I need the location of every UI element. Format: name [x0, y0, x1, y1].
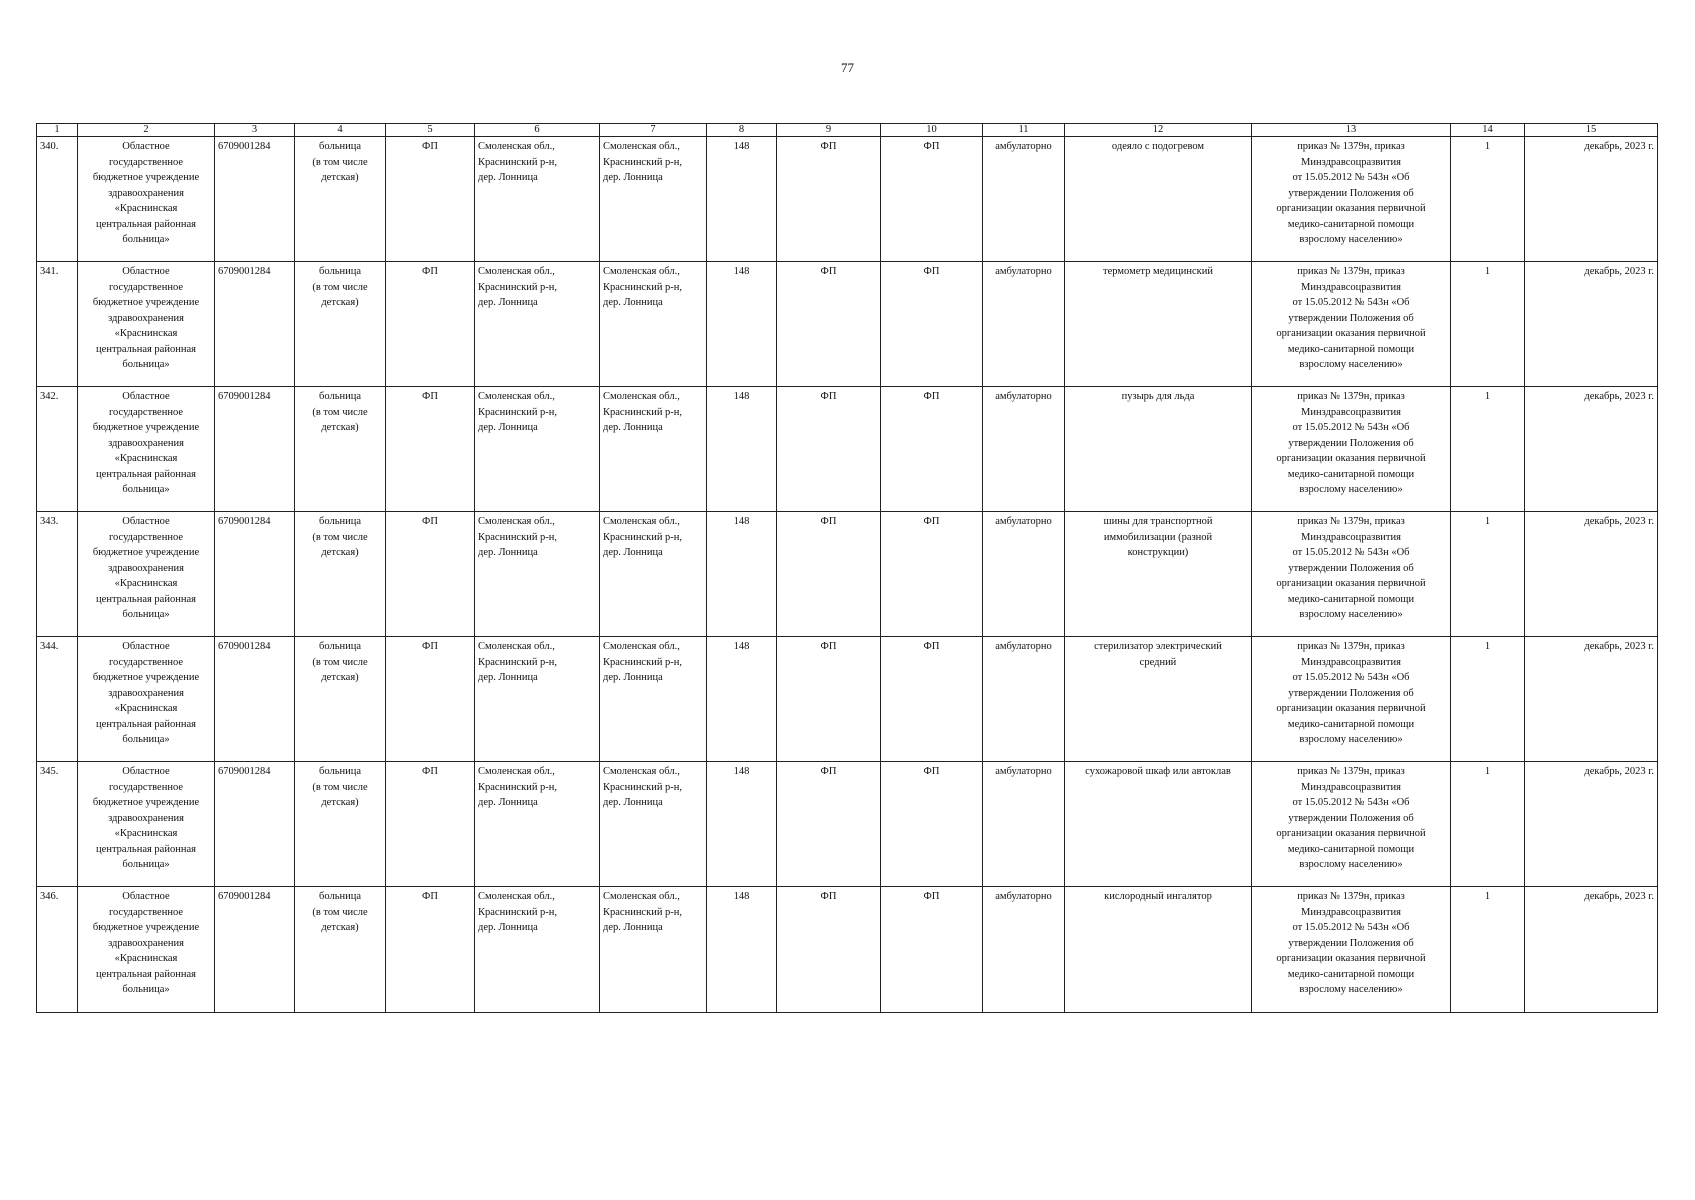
- facility-type-cell: больница (в том числе детская): [295, 512, 386, 637]
- quantity-cell: 1: [1451, 637, 1525, 762]
- facility-type-cell: больница (в том числе детская): [295, 137, 386, 262]
- facility-type-cell: больница (в том числе детская): [295, 262, 386, 387]
- unit-cell: ФП: [386, 262, 475, 387]
- column-header-14: 14: [1451, 124, 1525, 137]
- inn-cell: 6709001284: [215, 512, 295, 637]
- quantity-cell: 1: [1451, 137, 1525, 262]
- department-cell: ФП: [881, 637, 983, 762]
- column-header-3: 3: [215, 124, 295, 137]
- column-header-1: 1: [37, 124, 78, 137]
- unit-cell: ФП: [386, 512, 475, 637]
- equipment-cell: кислородный ингалятор: [1065, 887, 1252, 1013]
- unit-cell: ФП: [386, 762, 475, 887]
- row-number-cell: 343.: [37, 512, 78, 637]
- code-cell: 148: [707, 762, 777, 887]
- organization-cell: Областное государственное бюджетное учреждение здравоохранения «Краснинская центральная районная больница»: [78, 387, 215, 512]
- care-type-cell: амбулаторно: [983, 137, 1065, 262]
- table-header-row: [37, 124, 1658, 137]
- facility-type-cell: больница (в том числе детская): [295, 762, 386, 887]
- subdivision-cell: ФП: [777, 137, 881, 262]
- location-cell: Смоленская обл., Краснинский р-н, дер. Лонница: [600, 137, 707, 262]
- table-row: [37, 762, 1658, 887]
- page-number: 77: [841, 60, 854, 75]
- legal-basis-cell: приказ № 1379н, приказ Минздравсоцразвития от 15.05.2012 № 543н «Об утверждении Положения об организации оказания первичной медико-санитарной помощи взрослому населению»: [1252, 512, 1451, 637]
- address-cell: Смоленская обл., Краснинский р-н, дер. Лонница: [475, 762, 600, 887]
- facility-type-cell: больница (в том числе детская): [295, 887, 386, 1013]
- equipment-cell: стерилизатор электрический средний: [1065, 637, 1252, 762]
- table-row: [37, 262, 1658, 387]
- location-cell: Смоленская обл., Краснинский р-н, дер. Лонница: [600, 887, 707, 1013]
- department-cell: ФП: [881, 762, 983, 887]
- subdivision-cell: ФП: [777, 387, 881, 512]
- address-cell: Смоленская обл., Краснинский р-н, дер. Лонница: [475, 387, 600, 512]
- care-type-cell: амбулаторно: [983, 512, 1065, 637]
- row-number-cell: 345.: [37, 762, 78, 887]
- organization-cell: Областное государственное бюджетное учреждение здравоохранения «Краснинская центральная районная больница»: [78, 887, 215, 1013]
- inn-cell: 6709001284: [215, 262, 295, 387]
- legal-basis-cell: приказ № 1379н, приказ Минздравсоцразвития от 15.05.2012 № 543н «Об утверждении Положения об организации оказания первичной медико-санитарной помощи взрослому населению»: [1252, 762, 1451, 887]
- row-number-cell: 341.: [37, 262, 78, 387]
- quantity-cell: 1: [1451, 387, 1525, 512]
- organization-cell: Областное государственное бюджетное учреждение здравоохранения «Краснинская центральная районная больница»: [78, 762, 215, 887]
- equipment-cell: шины для транспортной иммобилизации (разной конструкции): [1065, 512, 1252, 637]
- table-body: [37, 137, 1658, 1013]
- column-header-7: 7: [600, 124, 707, 137]
- code-cell: 148: [707, 387, 777, 512]
- address-cell: Смоленская обл., Краснинский р-н, дер. Лонница: [475, 637, 600, 762]
- code-cell: 148: [707, 137, 777, 262]
- quantity-cell: 1: [1451, 887, 1525, 1013]
- quantity-cell: 1: [1451, 762, 1525, 887]
- column-header-8: 8: [707, 124, 777, 137]
- address-cell: Смоленская обл., Краснинский р-н, дер. Лонница: [475, 887, 600, 1013]
- facility-type-cell: больница (в том числе детская): [295, 637, 386, 762]
- column-header-15: 15: [1525, 124, 1658, 137]
- unit-cell: ФП: [386, 137, 475, 262]
- equipment-cell: термометр медицинский: [1065, 262, 1252, 387]
- row-number-cell: 340.: [37, 137, 78, 262]
- code-cell: 148: [707, 637, 777, 762]
- column-header-13: 13: [1252, 124, 1451, 137]
- column-header-12: 12: [1065, 124, 1252, 137]
- inn-cell: 6709001284: [215, 387, 295, 512]
- care-type-cell: амбулаторно: [983, 387, 1065, 512]
- date-cell: декабрь, 2023 г.: [1525, 137, 1658, 262]
- date-cell: декабрь, 2023 г.: [1525, 637, 1658, 762]
- column-header-6: 6: [475, 124, 600, 137]
- row-number-cell: 346.: [37, 887, 78, 1013]
- inn-cell: 6709001284: [215, 887, 295, 1013]
- location-cell: Смоленская обл., Краснинский р-н, дер. Лонница: [600, 387, 707, 512]
- inn-cell: 6709001284: [215, 637, 295, 762]
- unit-cell: ФП: [386, 637, 475, 762]
- column-header-4: 4: [295, 124, 386, 137]
- location-cell: Смоленская обл., Краснинский р-н, дер. Лонница: [600, 262, 707, 387]
- department-cell: ФП: [881, 262, 983, 387]
- column-header-2: 2: [78, 124, 215, 137]
- date-cell: декабрь, 2023 г.: [1525, 387, 1658, 512]
- location-cell: Смоленская обл., Краснинский р-н, дер. Лонница: [600, 637, 707, 762]
- location-cell: Смоленская обл., Краснинский р-н, дер. Лонница: [600, 512, 707, 637]
- facility-type-cell: больница (в том числе детская): [295, 387, 386, 512]
- department-cell: ФП: [881, 137, 983, 262]
- organization-cell: Областное государственное бюджетное учреждение здравоохранения «Краснинская центральная районная больница»: [78, 262, 215, 387]
- address-cell: Смоленская обл., Краснинский р-н, дер. Лонница: [475, 262, 600, 387]
- table-row: [37, 387, 1658, 512]
- table-row: [37, 637, 1658, 762]
- legal-basis-cell: приказ № 1379н, приказ Минздравсоцразвития от 15.05.2012 № 543н «Об утверждении Положения об организации оказания первичной медико-санитарной помощи взрослому населению»: [1252, 262, 1451, 387]
- column-header-10: 10: [881, 124, 983, 137]
- column-header-9: 9: [777, 124, 881, 137]
- unit-cell: ФП: [386, 387, 475, 512]
- table-row: [37, 887, 1658, 1013]
- row-number-cell: 344.: [37, 637, 78, 762]
- legal-basis-cell: приказ № 1379н, приказ Минздравсоцразвития от 15.05.2012 № 543н «Об утверждении Положения об организации оказания первичной медико-санитарной помощи взрослому населению»: [1252, 137, 1451, 262]
- organization-cell: Областное государственное бюджетное учреждение здравоохранения «Краснинская центральная районная больница»: [78, 512, 215, 637]
- department-cell: ФП: [881, 387, 983, 512]
- subdivision-cell: ФП: [777, 637, 881, 762]
- unit-cell: ФП: [386, 887, 475, 1013]
- column-header-11: 11: [983, 124, 1065, 137]
- subdivision-cell: ФП: [777, 887, 881, 1013]
- care-type-cell: амбулаторно: [983, 762, 1065, 887]
- department-cell: ФП: [881, 512, 983, 637]
- table-row: [37, 137, 1658, 262]
- date-cell: декабрь, 2023 г.: [1525, 262, 1658, 387]
- care-type-cell: амбулаторно: [983, 262, 1065, 387]
- inn-cell: 6709001284: [215, 137, 295, 262]
- care-type-cell: амбулаторно: [983, 637, 1065, 762]
- subdivision-cell: ФП: [777, 512, 881, 637]
- equipment-cell: одеяло с подогревом: [1065, 137, 1252, 262]
- code-cell: 148: [707, 887, 777, 1013]
- table-row: [37, 512, 1658, 637]
- legal-basis-cell: приказ № 1379н, приказ Минздравсоцразвития от 15.05.2012 № 543н «Об утверждении Положения об организации оказания первичной медико-санитарной помощи взрослому населению»: [1252, 637, 1451, 762]
- equipment-table: [36, 123, 1658, 1013]
- code-cell: 148: [707, 262, 777, 387]
- address-cell: Смоленская обл., Краснинский р-н, дер. Лонница: [475, 137, 600, 262]
- organization-cell: Областное государственное бюджетное учреждение здравоохранения «Краснинская центральная районная больница»: [78, 637, 215, 762]
- date-cell: декабрь, 2023 г.: [1525, 512, 1658, 637]
- inn-cell: 6709001284: [215, 762, 295, 887]
- organization-cell: Областное государственное бюджетное учреждение здравоохранения «Краснинская центральная районная больница»: [78, 137, 215, 262]
- location-cell: Смоленская обл., Краснинский р-н, дер. Лонница: [600, 762, 707, 887]
- subdivision-cell: ФП: [777, 262, 881, 387]
- equipment-cell: пузырь для льда: [1065, 387, 1252, 512]
- date-cell: декабрь, 2023 г.: [1525, 762, 1658, 887]
- row-number-cell: 342.: [37, 387, 78, 512]
- legal-basis-cell: приказ № 1379н, приказ Минздравсоцразвития от 15.05.2012 № 543н «Об утверждении Положения об организации оказания первичной медико-санитарной помощи взрослому населению»: [1252, 887, 1451, 1013]
- address-cell: Смоленская обл., Краснинский р-н, дер. Лонница: [475, 512, 600, 637]
- quantity-cell: 1: [1451, 262, 1525, 387]
- equipment-cell: сухожаровой шкаф или автоклав: [1065, 762, 1252, 887]
- date-cell: декабрь, 2023 г.: [1525, 887, 1658, 1013]
- code-cell: 148: [707, 512, 777, 637]
- quantity-cell: 1: [1451, 512, 1525, 637]
- column-header-5: 5: [386, 124, 475, 137]
- subdivision-cell: ФП: [777, 762, 881, 887]
- department-cell: ФП: [881, 887, 983, 1013]
- legal-basis-cell: приказ № 1379н, приказ Минздравсоцразвития от 15.05.2012 № 543н «Об утверждении Положения об организации оказания первичной медико-санитарной помощи взрослому населению»: [1252, 387, 1451, 512]
- care-type-cell: амбулаторно: [983, 887, 1065, 1013]
